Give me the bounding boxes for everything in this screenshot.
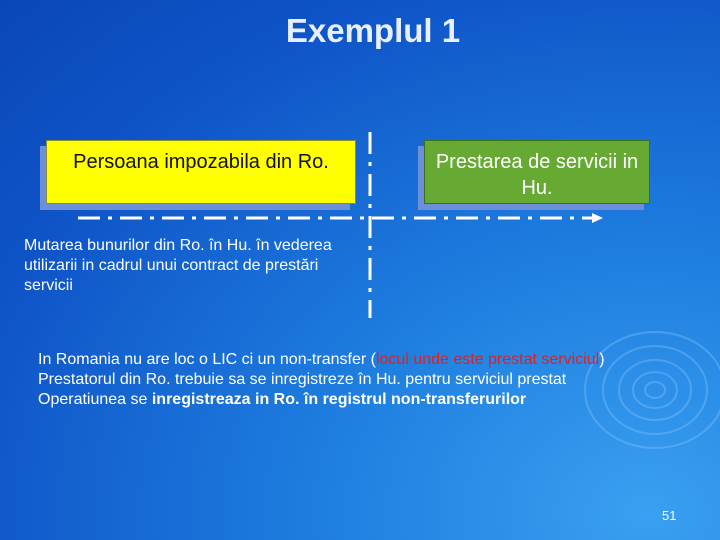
page-number: 51 xyxy=(662,508,677,523)
explanation-line-2: Prestatorul din Ro. trebuie sa se inregistreze în Hu. pentru serviciul prestat xyxy=(38,371,567,388)
line1-highlight: locul unde este prestat serviciul xyxy=(375,351,600,368)
line3-text: Operatiunea se xyxy=(38,391,152,408)
slide-title: Exemplul 1 xyxy=(285,12,461,49)
transfer-arrow-head xyxy=(592,213,603,223)
line1-end: ) xyxy=(599,351,605,368)
explanation-paragraph xyxy=(38,350,688,410)
taxable-person-box: Persoana impozabila din Ro. xyxy=(46,140,356,204)
line1-text: In Romania nu are loc o LIC ci un non-transfer ( xyxy=(38,351,376,368)
explanation-line-3 xyxy=(38,390,688,410)
explanation-line-1 xyxy=(38,350,688,370)
line3-bold: inregistreaza in Ro. în registrul non-transferurilor xyxy=(151,391,527,408)
service-provision-box: Prestarea de servicii in Hu. xyxy=(424,140,650,204)
goods-movement-note: Mutarea bunurilor din Ro. în Hu. în vederea utilizarii in cadrul unui contract de prestări servicii xyxy=(24,237,332,294)
